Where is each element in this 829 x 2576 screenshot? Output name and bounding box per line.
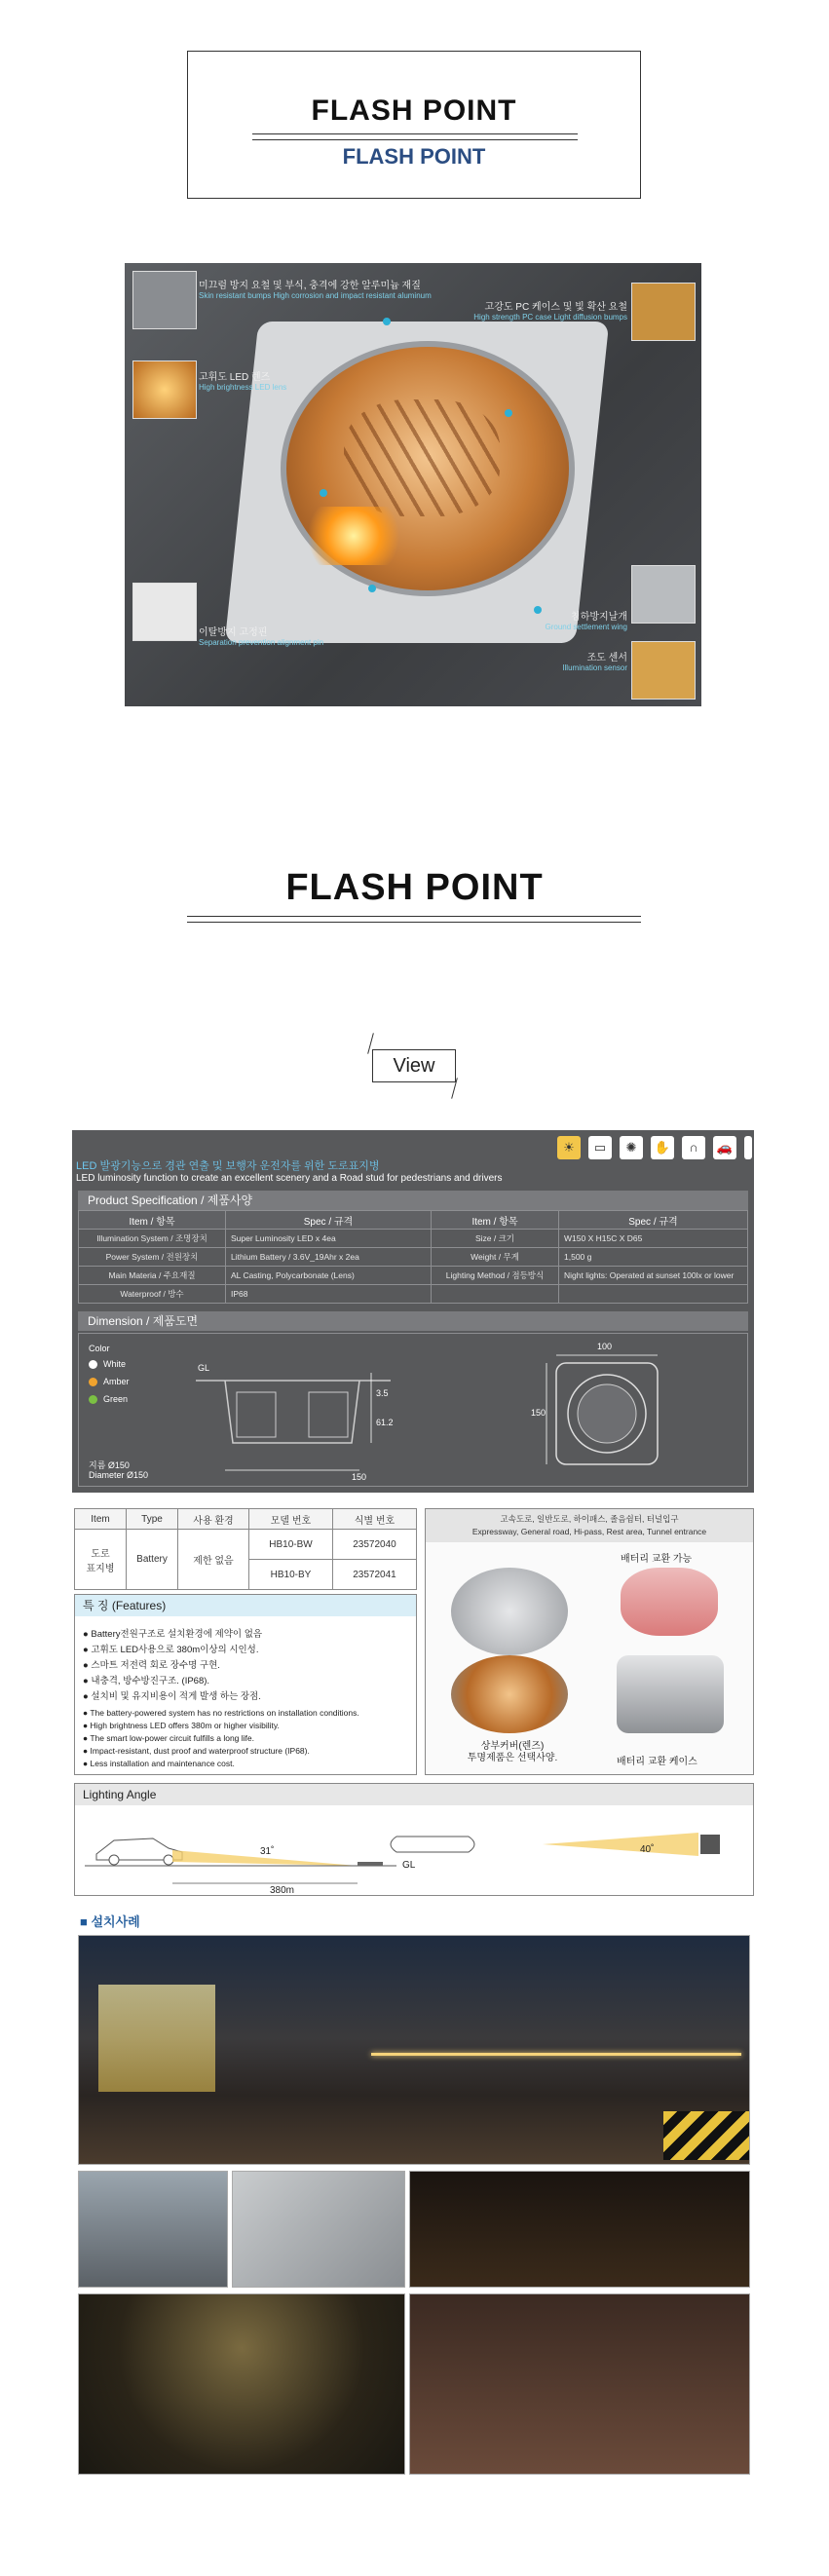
spec-col-item: Item / 항목	[79, 1211, 226, 1230]
callout-4: 이탈방지 고정핀 Separation prevention alignment pin	[199, 627, 324, 647]
table-cell: Power System / 전원장치	[79, 1248, 226, 1267]
col-env: 사용 환경	[178, 1509, 249, 1530]
install-photo-night	[409, 2171, 750, 2288]
dimension-title: Dimension / 제품도면	[78, 1311, 748, 1331]
callout-marker	[320, 489, 327, 497]
table-cell: Size / 크기	[432, 1230, 559, 1248]
callout-marker	[383, 318, 391, 325]
callout-3: 고강도 PC 케이스 및 빛 확산 요철 High strength PC case Light diffusion bumps	[473, 302, 627, 322]
table-cell: Main Materia / 주요재질	[79, 1267, 226, 1285]
callout-2: 고휘도 LED 렌즈 High brightness LED lens	[199, 372, 287, 392]
feature-item: ● 설치비 및 유지비용이 적게 발생 하는 장점.	[83, 1691, 261, 1702]
gl-label: GL	[198, 1363, 210, 1373]
install-photo-road	[232, 2171, 405, 2288]
spec-col-spec: Spec / 규격	[559, 1211, 748, 1230]
callout-thumb-pin	[132, 583, 197, 641]
light-icon	[744, 1136, 752, 1159]
battery-label: 배터리 교환 가능	[621, 1554, 693, 1565]
feature-item-en: ● The battery-powered system has no restrictions on installation conditions.	[83, 1708, 359, 1718]
table-cell: Waterproof / 방수	[79, 1285, 226, 1304]
led-glow	[295, 507, 412, 565]
table-cell: 23572041	[332, 1560, 416, 1590]
features-box	[74, 1594, 417, 1775]
sensor-icon: ✺	[620, 1136, 643, 1159]
callout-5: 침하방지날개 Ground settlement wing	[545, 612, 627, 631]
caption-battery-case: 배터리 교환 케이스	[617, 1757, 697, 1767]
lighting-angle-title: Lighting Angle	[75, 1784, 753, 1805]
title-divider	[252, 133, 578, 140]
callout-1: 미끄럼 방지 요철 및 부식, 충격에 강한 알루미늄 재질 Skin resistant bumps High corrosion and impact resistant aluminum	[199, 281, 432, 300]
page-title: FLASH POINT	[311, 95, 517, 127]
col-type: Type	[127, 1509, 178, 1530]
table-cell: W150 X H15C X D65	[559, 1230, 748, 1248]
spec-headline-en: LED luminosity function to create an excellent scenery and a Road stud for pedestrians and drivers	[76, 1173, 503, 1184]
table-cell: AL Casting, Polycarbonate (Lens)	[226, 1267, 432, 1285]
application-en: Expressway, General road, Hi-pass, Rest area, Tunnel entrance	[471, 1527, 707, 1536]
table-cell: Battery	[127, 1530, 178, 1590]
caption-cover: 상부커버(렌즈) 투명제품은 선택사양.	[467, 1741, 558, 1763]
feature-item: ● Battery전원구조로 설치환경에 제약이 없음	[83, 1629, 263, 1640]
spec-col-item: Item / 항목	[432, 1211, 559, 1230]
dim-side: 150	[531, 1408, 546, 1418]
table-cell: IP68	[226, 1285, 432, 1304]
features-title: 특 징 (Features)	[75, 1595, 416, 1616]
dim-height-top: 3.5	[376, 1388, 389, 1398]
battery-icon: ▭	[588, 1136, 612, 1159]
product-spec-title: Product Specification / 제품사양	[78, 1191, 748, 1210]
gl-label: GL	[402, 1860, 416, 1871]
lens-bump-pattern	[344, 399, 500, 516]
battery-case-image	[617, 1655, 724, 1733]
callout-marker	[534, 606, 542, 614]
exploded-top-image	[621, 1568, 718, 1636]
table-cell: Lithium Battery / 3.6V_19Ahr x 2ea	[226, 1248, 432, 1267]
table-row	[79, 1248, 748, 1267]
application-panel	[425, 1508, 754, 1775]
building-light	[98, 1985, 215, 2092]
feature-item: ● 스마트 저전력 회로 장수명 구현.	[83, 1660, 220, 1671]
page-subtitle: FLASH POINT	[342, 144, 486, 169]
green-dot	[89, 1395, 97, 1404]
callout-marker	[368, 585, 376, 592]
color-label: Color	[89, 1344, 110, 1353]
callout-thumb-bumps	[132, 271, 197, 329]
install-photo-plaza	[409, 2293, 750, 2475]
car-icon: 🚗	[713, 1136, 736, 1159]
product-amber-image	[451, 1655, 568, 1733]
view-label: View	[372, 1049, 456, 1082]
dim-height: 61.2	[376, 1418, 394, 1427]
callout-thumb-sensor	[631, 641, 696, 700]
callout-thumb-led	[132, 360, 197, 419]
angle-31: 31˚	[260, 1846, 275, 1857]
table-cell: Illumination System / 조명장치	[79, 1230, 226, 1248]
table-cell: Weight / 무게	[432, 1248, 559, 1267]
feature-item-en: ● High brightness LED offers 380m or higher visibility.	[83, 1721, 280, 1730]
feature-item-en: ● Impact-resistant, dust proof and waterproof structure (IP68).	[83, 1746, 310, 1756]
table-cell: Lighting Method / 점등방식	[432, 1267, 559, 1285]
table-cell	[559, 1285, 748, 1304]
diameter-en: Diameter Ø150	[89, 1470, 149, 1480]
angle-40: 40˚	[640, 1844, 655, 1855]
table-cell: HB10-BW	[249, 1530, 333, 1560]
callout-thumb-wing	[631, 565, 696, 624]
feature-item: ● 내충격, 방수방진구조. (IP68).	[83, 1676, 210, 1686]
spec-sheet	[72, 1130, 754, 1493]
table-cell: 23572040	[332, 1530, 416, 1560]
amber-dot	[89, 1378, 97, 1386]
callout-marker	[505, 409, 512, 417]
table-row	[79, 1230, 748, 1248]
white-dot	[89, 1360, 97, 1369]
diameter-ko: 지름 Ø150	[89, 1460, 130, 1470]
section-divider	[187, 916, 641, 923]
feature-item: ● 고휘도 LED사용으로 380m이상의 시인성.	[83, 1645, 259, 1655]
install-photo-highway	[78, 2171, 228, 2288]
barrier	[663, 2111, 750, 2160]
color-green: Green	[89, 1394, 128, 1404]
application-header	[426, 1509, 753, 1542]
section-title: FLASH POINT	[285, 867, 544, 908]
table-cell: 제한 없음	[178, 1530, 249, 1590]
install-photo-tunnel	[78, 2293, 405, 2475]
application-ko: 고속도로, 일반도로, 하이패스, 졸음쉼터, 터널입구	[500, 1514, 679, 1524]
dim-width: 150	[352, 1472, 367, 1482]
table-row	[79, 1267, 748, 1285]
dimension-drawing	[78, 1333, 748, 1487]
feature-item-en: ● The smart low-power circuit fulfills a long life.	[83, 1733, 254, 1743]
spec-headline-ko: LED 발광기능으로 경관 연출 및 보행자 운전자를 위한 도로표지병	[76, 1160, 380, 1172]
callout-6: 조도 센서 Illumination sensor	[562, 653, 627, 672]
table-row	[79, 1285, 748, 1304]
header-title-box	[187, 51, 641, 199]
color-white: White	[89, 1359, 126, 1369]
dim-top: 100	[597, 1342, 613, 1351]
spec-table	[78, 1210, 748, 1304]
table-cell	[432, 1285, 559, 1304]
table-cell: 도로 표지병	[75, 1530, 127, 1590]
table-cell: 1,500 g	[559, 1248, 748, 1267]
tunnel-icon: ∩	[682, 1136, 705, 1159]
col-model: 모델 번호	[249, 1509, 333, 1530]
col-item: Item	[75, 1509, 127, 1530]
callout-thumb-case	[631, 283, 696, 341]
table-row	[75, 1530, 417, 1560]
install-photo-main	[78, 1935, 750, 2165]
installation-title: ■ 설치사례	[80, 1914, 140, 1929]
col-id: 식별 번호	[332, 1509, 416, 1530]
model-table	[74, 1508, 417, 1590]
distance-label: 380m	[270, 1885, 295, 1896]
led-line	[371, 2053, 741, 2056]
lighting-angle-box	[74, 1783, 754, 1896]
table-cell: HB10-BY	[249, 1560, 333, 1590]
product-silver-image	[451, 1568, 568, 1655]
waterproof-icon: ✋	[651, 1136, 674, 1159]
feature-item-en: ● Less installation and maintenance cost.	[83, 1759, 235, 1768]
table-cell: Night lights: Operated at sunset 100lx or lower	[559, 1267, 748, 1285]
sun-icon: ☀	[557, 1136, 581, 1159]
color-amber: Amber	[89, 1377, 130, 1386]
spec-col-spec: Spec / 규격	[226, 1211, 432, 1230]
product-cutaway-image	[125, 263, 701, 706]
table-cell: Super Luminosity LED x 4ea	[226, 1230, 432, 1248]
dimension-svg	[196, 1353, 741, 1486]
